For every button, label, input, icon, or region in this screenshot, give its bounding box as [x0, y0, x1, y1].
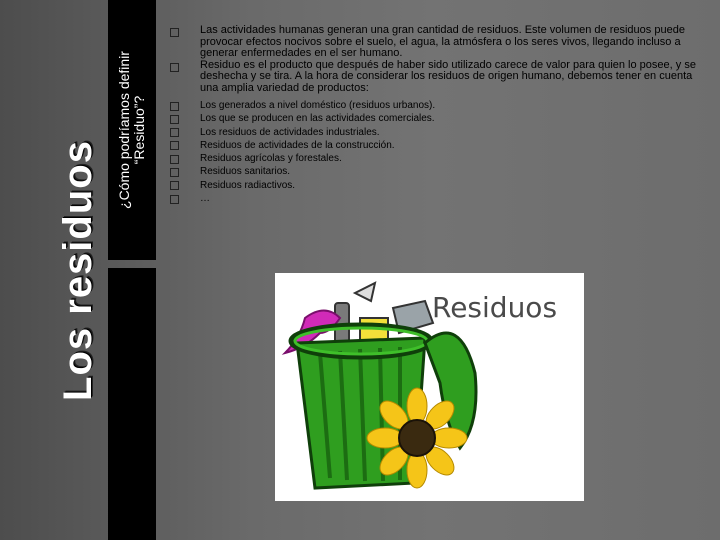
bullet-icon	[170, 115, 179, 124]
list-item	[170, 179, 700, 192]
list-item	[170, 165, 700, 178]
waste-bin-icon	[275, 273, 584, 501]
subtitle-line-2: “Residuo”?	[131, 95, 148, 165]
bullet-icon	[170, 102, 179, 111]
list-item	[170, 99, 700, 112]
slide-title	[48, 0, 108, 540]
list-item	[170, 192, 700, 205]
list-item	[170, 139, 700, 152]
list-item-text: Residuos de actividades de la construcción.	[200, 139, 395, 151]
bullet-icon	[170, 181, 179, 190]
bullet-icon	[170, 28, 179, 37]
list-item-text: Los residuos de actividades industriales.	[200, 126, 380, 138]
list-item	[170, 152, 700, 165]
list-item-text: Residuos sanitarios.	[200, 166, 291, 178]
bullet-icon	[170, 155, 179, 164]
bullet-icon	[170, 128, 179, 137]
slide-content	[170, 25, 700, 205]
paragraph-1	[170, 25, 700, 60]
list-item	[170, 126, 700, 139]
subtitle	[108, 0, 156, 260]
waste-type-list	[170, 99, 700, 205]
paragraph-text: Residuo es el producto que después de haber sido utilizado carece de valor para quien lo posee, y se deshecha y se tira. A la hora de considerar los residuos de origen humano, debemos tener en cuenta una amplia variedad de productos:	[200, 58, 696, 94]
bullet-icon	[170, 63, 179, 72]
subtitle-line-1: ¿Cómo podríamos definir	[116, 51, 133, 209]
list-item-text: Residuos radiactivos.	[200, 179, 296, 191]
bullet-icon	[170, 141, 179, 150]
list-item	[170, 112, 700, 125]
slide-title-text: Los residuos	[55, 139, 100, 401]
decorative-panel	[108, 268, 156, 540]
paragraph-2	[170, 60, 700, 95]
paragraph-text: Las actividades humanas generan una gran cantidad de residuos. Este volumen de residuos puede provocar efectos nocivos sobre el suelo, el agua, la atmósfera o los seres vivos, llegando incluso a generar enfermedades en el ser humano.	[200, 24, 685, 59]
bullet-icon	[170, 195, 179, 204]
list-item-text: Residuos agrícolas y forestales.	[200, 153, 342, 165]
list-item-text: Los que se producen en las actividades comerciales.	[200, 113, 435, 125]
illustration-label: Residuos	[432, 291, 558, 324]
bullet-icon	[170, 168, 179, 177]
list-item-text: …	[200, 193, 210, 205]
list-item-text: Los generados a nivel doméstico (residuos urbanos).	[200, 100, 436, 111]
waste-bin-illustration	[275, 273, 584, 501]
